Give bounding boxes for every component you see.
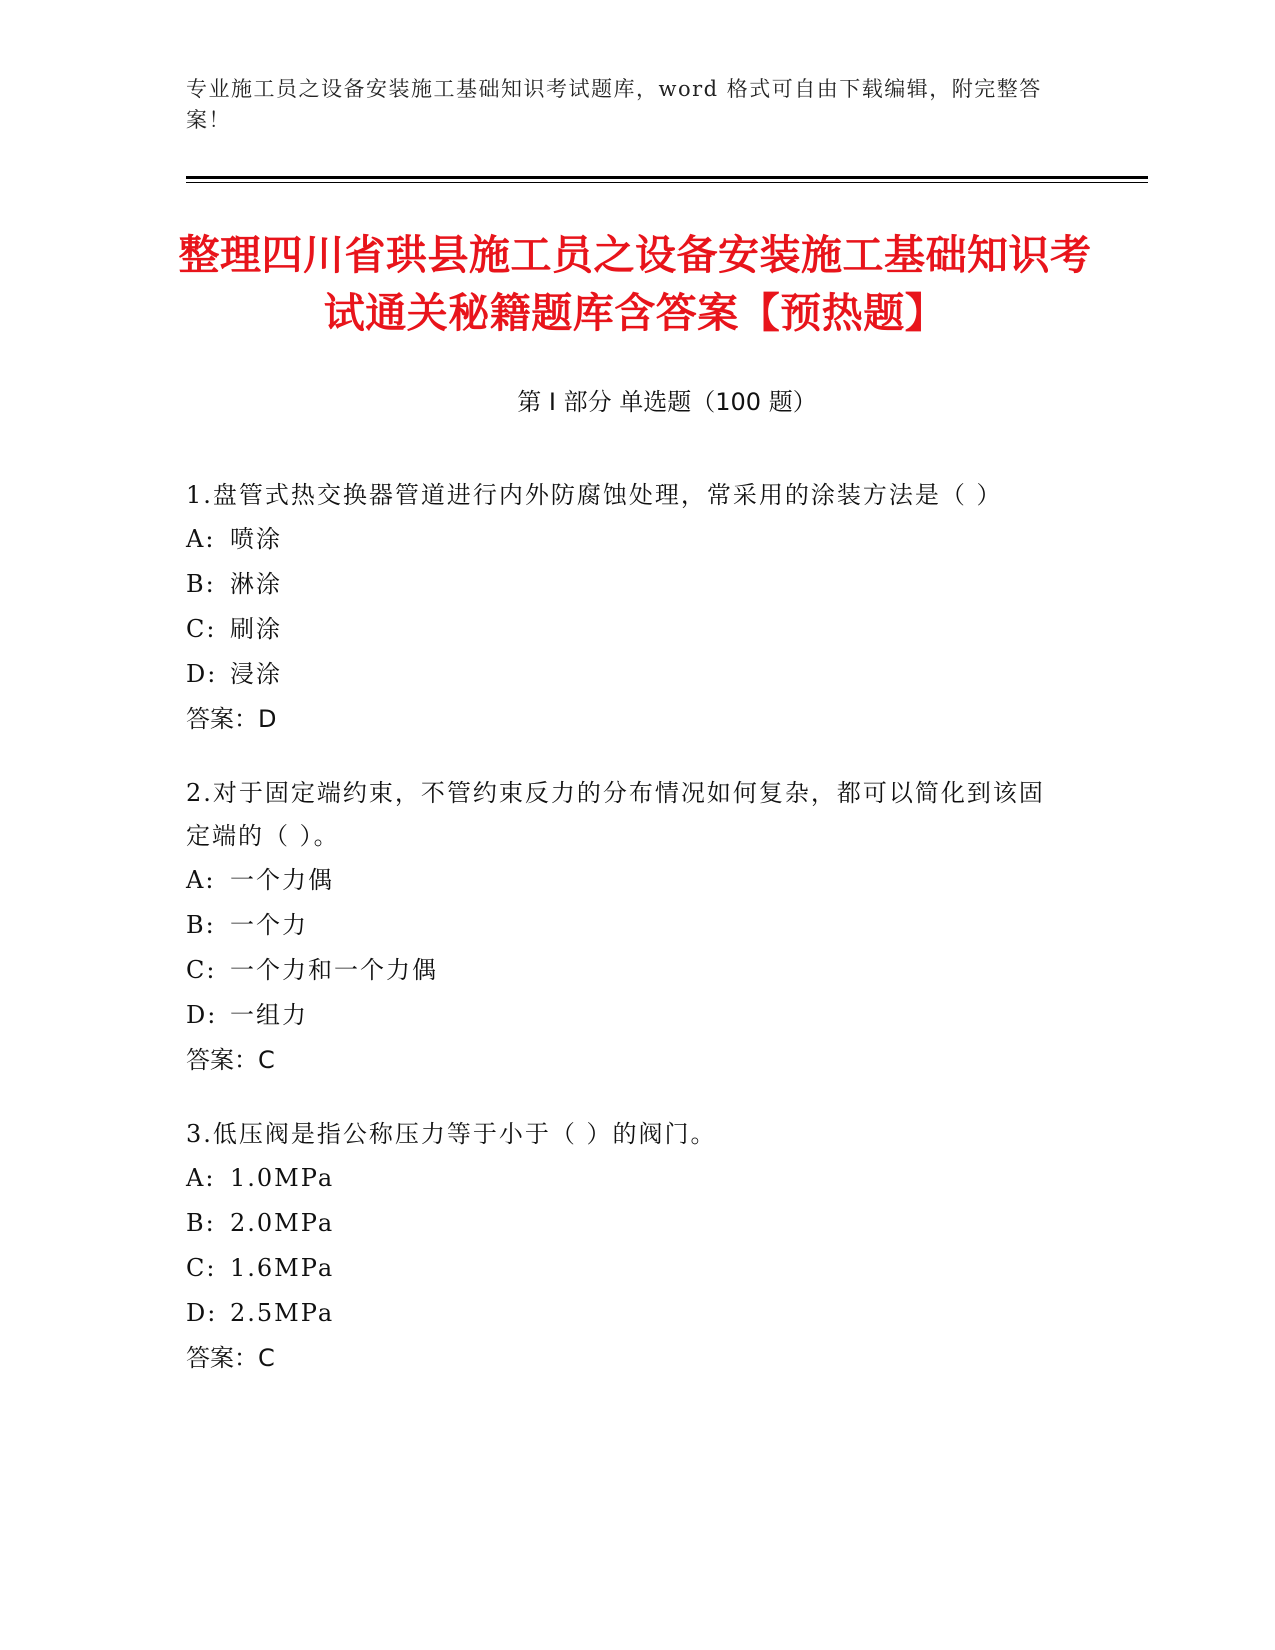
option-text: 一个力和一个力偶 (230, 956, 438, 984)
option-key: A: (186, 525, 216, 553)
option-b (186, 562, 1066, 607)
option-b (186, 903, 1066, 948)
option-b (186, 1201, 1066, 1246)
answer-line (186, 1038, 1066, 1083)
answer-line (186, 1336, 1066, 1381)
header-note: 专业施工员之设备安装施工基础知识考试题库，word 格式可自由下载编辑，附完整答案！ (186, 77, 1042, 132)
option-a (186, 517, 1066, 562)
option-text: 一组力 (230, 1001, 308, 1029)
question-2 (186, 772, 1066, 1083)
option-text: 淋涂 (230, 570, 282, 598)
section-heading: 第 I 部分 单选题（100 题） (517, 388, 817, 416)
option-c (186, 948, 1066, 993)
option-c (186, 607, 1066, 652)
option-text: 刷涂 (230, 615, 282, 643)
option-a (186, 1156, 1066, 1201)
header-divider-thick (186, 176, 1148, 179)
option-key: B: (186, 911, 216, 939)
question-stem: 2.对于固定端约束，不管约束反力的分布情况如何复杂，都可以简化到该固定端的（ ）。 (186, 779, 1045, 850)
option-text: 一个力 (230, 911, 308, 939)
option-text: 一个力偶 (230, 866, 334, 894)
option-text: 1.6MPa (230, 1254, 335, 1282)
option-text: 2.0MPa (230, 1209, 335, 1237)
answer-value: C (258, 1344, 275, 1372)
option-text: 浸涂 (230, 660, 282, 688)
option-key: D: (186, 660, 218, 688)
option-d (186, 993, 1066, 1038)
question-stem: 3.低压阀是指公称压力等于小于（ ）的阀门。 (186, 1120, 717, 1148)
question-list (186, 474, 1066, 1411)
answer-prefix: 答案： (186, 1344, 258, 1372)
option-key: A: (186, 1164, 216, 1192)
option-d (186, 652, 1066, 697)
option-text: 喷涂 (230, 525, 282, 553)
option-key: B: (186, 1209, 216, 1237)
answer-line (186, 697, 1066, 742)
option-a (186, 858, 1066, 903)
option-c (186, 1246, 1066, 1291)
option-key: C: (186, 615, 217, 643)
answer-value: D (258, 705, 277, 733)
option-key: B: (186, 570, 216, 598)
option-key: C: (186, 956, 217, 984)
header-divider-thin (186, 182, 1148, 183)
answer-prefix: 答案： (186, 705, 258, 733)
option-key: D: (186, 1299, 218, 1327)
question-3 (186, 1113, 1066, 1381)
option-key: D: (186, 1001, 218, 1029)
question-1 (186, 474, 1066, 742)
option-text: 2.5MPa (230, 1299, 335, 1327)
question-stem: 1.盘管式热交换器管道进行内外防腐蚀处理，常采用的涂装方法是（ ） (186, 481, 1003, 509)
document-title: 整理四川省珙县施工员之设备安装施工基础知识考试通关秘籍题库含答案【预热题】 (178, 231, 1092, 337)
answer-value: C (258, 1046, 275, 1074)
option-key: A: (186, 866, 216, 894)
option-key: C: (186, 1254, 217, 1282)
answer-prefix: 答案： (186, 1046, 258, 1074)
option-text: 1.0MPa (230, 1164, 335, 1192)
option-d (186, 1291, 1066, 1336)
